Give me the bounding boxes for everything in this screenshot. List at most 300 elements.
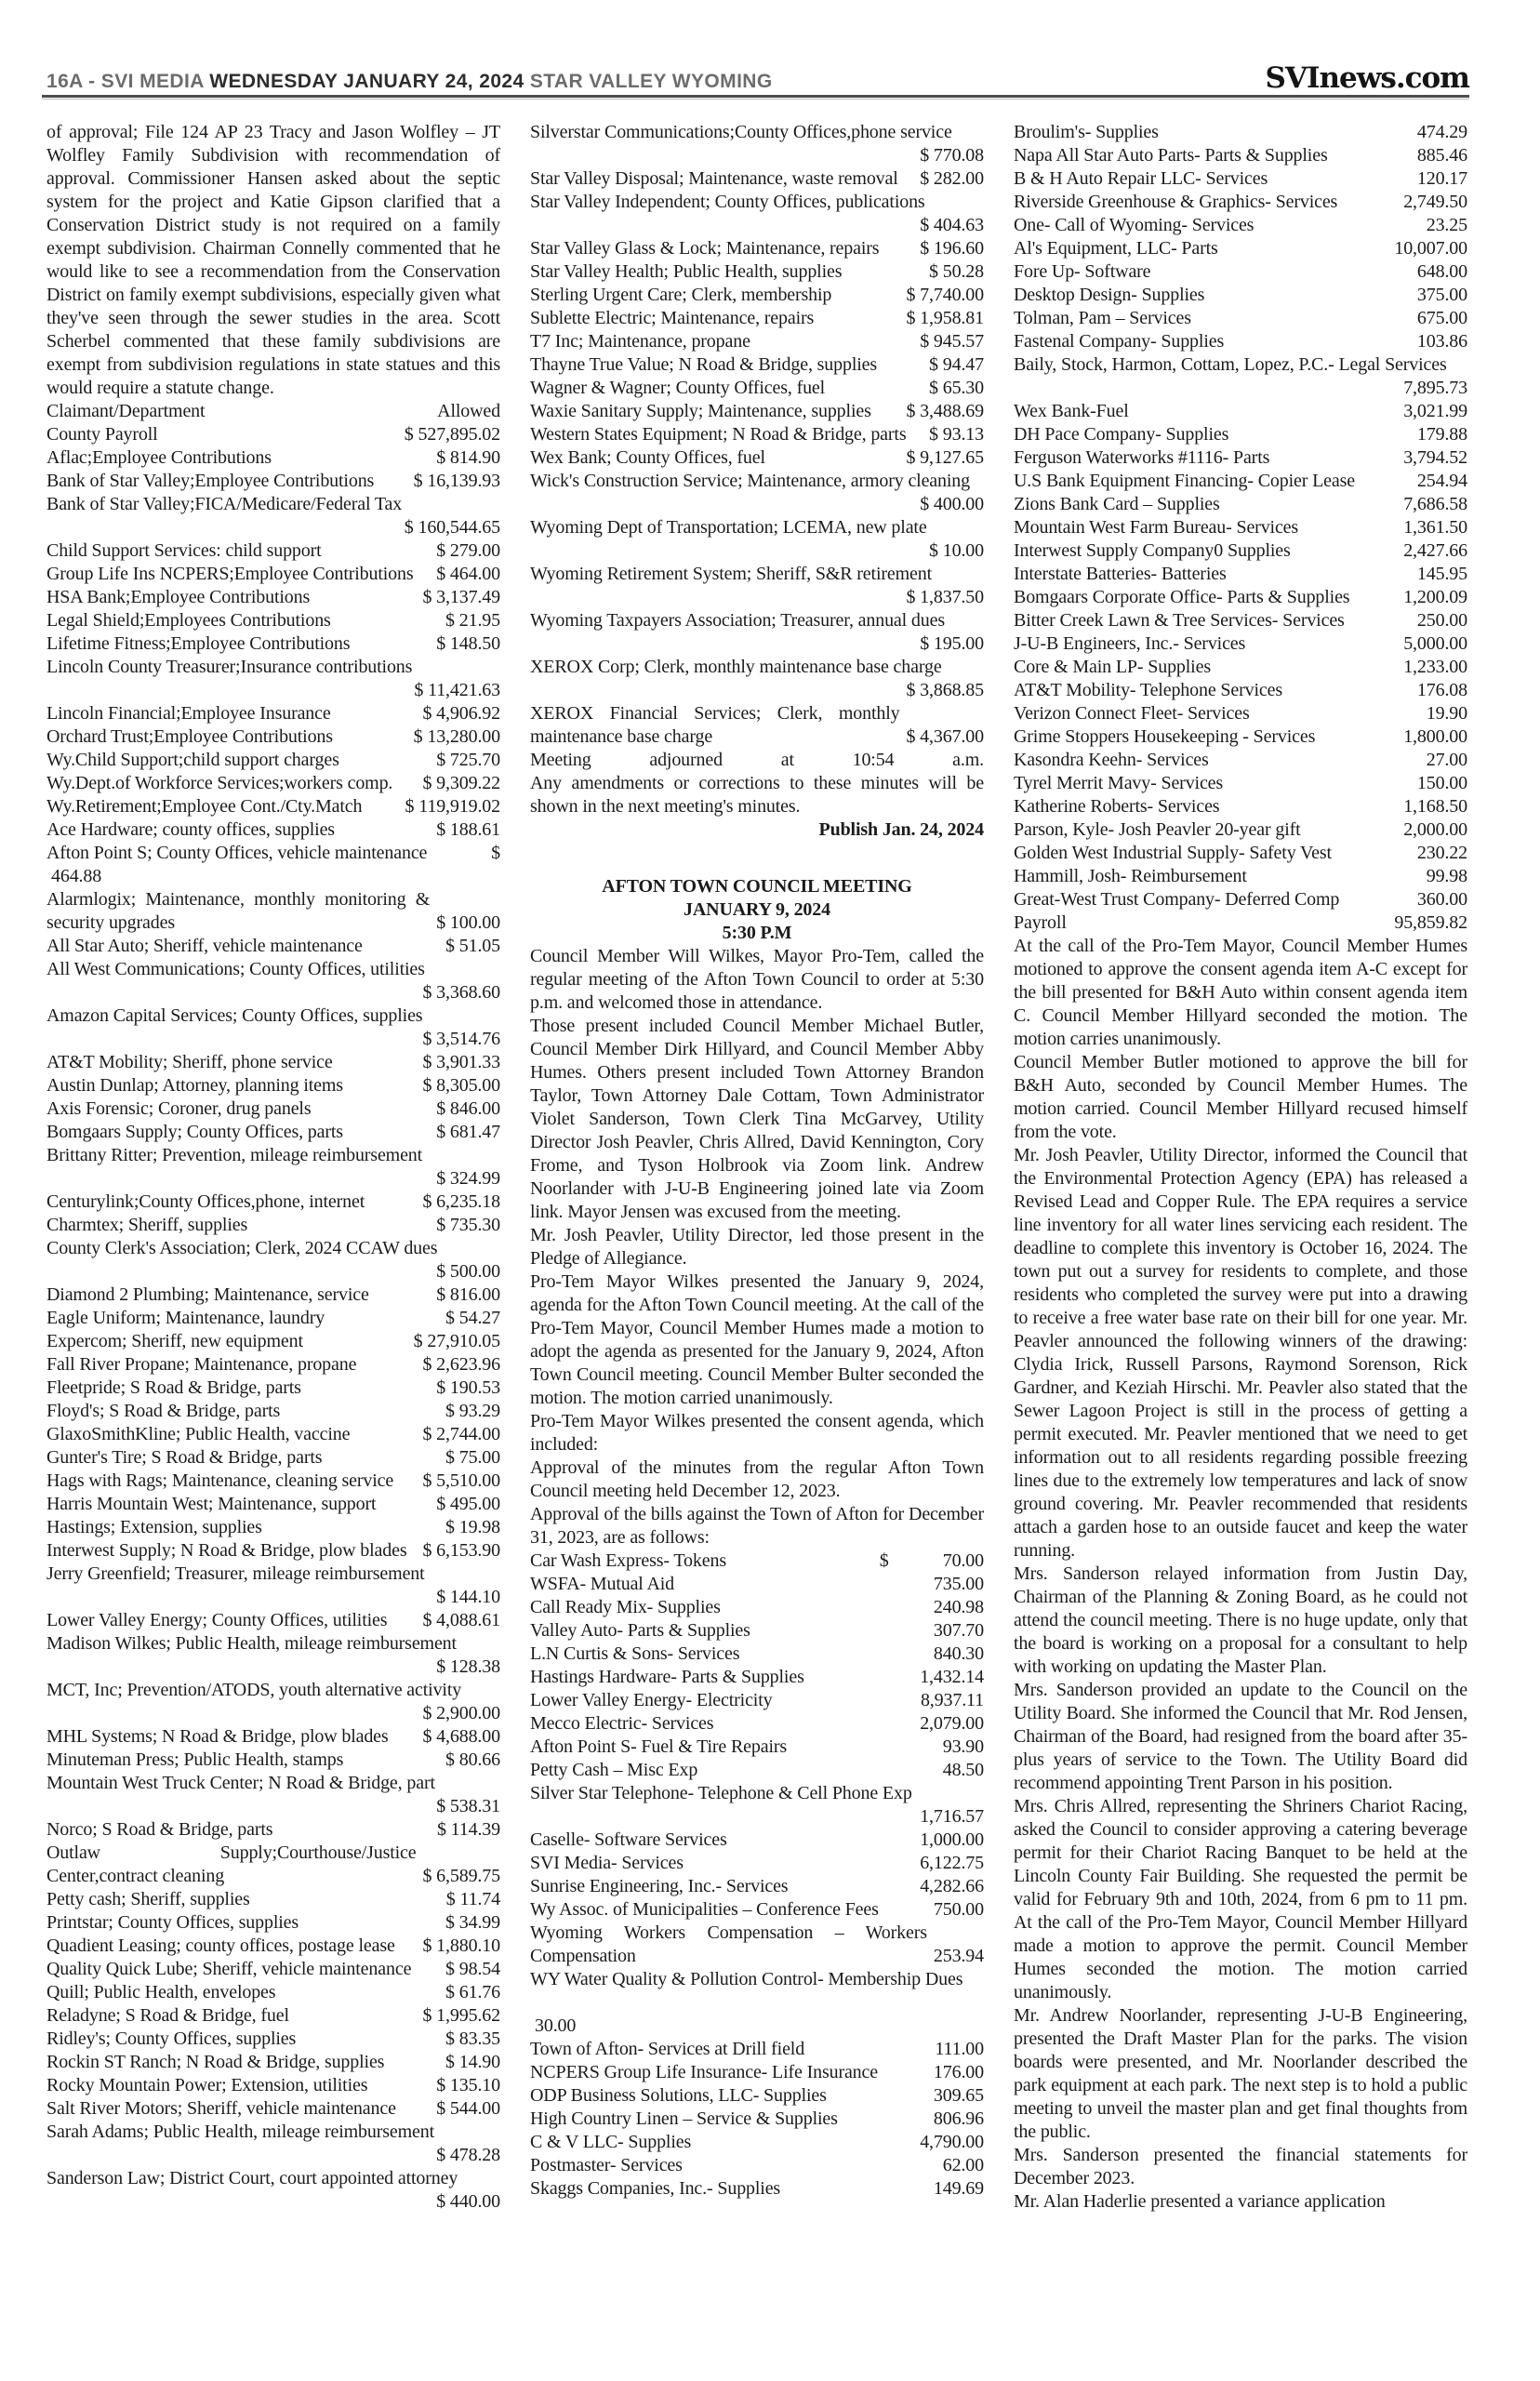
ledger-row [46, 493, 500, 539]
ledger-amount: $ 148.50 [436, 633, 500, 654]
ledger-name: Harris Mountain West; Maintenance, support [46, 1494, 377, 1514]
ledger-name: Car Wash Express- Tokens [530, 1550, 726, 1571]
ledger-row [1014, 679, 1467, 702]
ledger-row [1014, 911, 1467, 935]
section-heading [530, 875, 984, 945]
ledger-row [46, 958, 500, 1004]
ledger-row [1014, 749, 1467, 772]
body-paragraph: Mr. Josh Peavler, Utility Director, informed the Council that the Environmental Protection Agency (EPA) has released a Revised Lead and Copper Rule. The EPA requires a service line inventory for all water lines servicing each resident. The deadline to complete this inventory is October 16, 2024. The town put out a survey for residents to complete, and those residents who completed the survey were put into a drawing to receive a free water base rate on their bill for one year. Mr. Peavler announced the following winners of the drawing: Clydia Irick, Russell Parsons, Raymond Sorenson, Rick Gardner, and Keziah Hirschi. Mr. Peavler also stated that the Sewer Lagoon Project is still in the process of getting a permit executed. Mr. Peavler mentioned that we need to get information out to all residents regarding possible freezing lines due to the extremely low temperatures and lack of snow ground covering. Mr. Peavler recommended that residents attach a garden hose to an outside faucet and keep the water running. [1014, 1145, 1467, 1561]
ledger-amount: 1,716.57 [920, 1806, 984, 1827]
ledger-name: Interstate Batteries- Batteries [1014, 564, 1227, 584]
ledger-row [46, 1237, 500, 1284]
ledger-row [530, 1852, 984, 1875]
ledger-row [1014, 493, 1467, 516]
ledger-row [1014, 516, 1467, 539]
masthead-rule [42, 95, 1469, 100]
ledger-amount: $ 8,305.00 [422, 1075, 500, 1096]
ledger-amount: $ 119,919.02 [405, 796, 500, 817]
ledger-name: SVI Media- Services [530, 1853, 684, 1873]
ledger-row [530, 2177, 984, 2201]
ledger-row [530, 470, 984, 516]
ledger-amount: 23.25 [1426, 215, 1467, 235]
ledger-amount: $ 3,137.49 [422, 587, 500, 607]
ledger-amount: $ 6,235.18 [422, 1191, 500, 1212]
ledger-amount: $ 27,910.05 [413, 1331, 500, 1351]
ledger-name: Madison Wilkes; Public Health, mileage reimbursement [46, 1633, 457, 1654]
ledger-row [46, 2074, 500, 2097]
ledger-amount: 307.70 [933, 1620, 984, 1641]
ledger-name: Core & Main LP- Supplies [1014, 657, 1211, 677]
ledger-row [46, 2004, 500, 2028]
ledger-amount: $ 2,900.00 [422, 1703, 500, 1723]
ledger-name: Wyoming Taxpayers Association; Treasurer, annual dues [530, 610, 945, 631]
ledger-name: Wy.Retirement;Employee Cont./Cty.Match [46, 796, 363, 817]
ledger-amount: $ 34.99 [445, 1912, 500, 1933]
ledger-name: L.N Curtis & Sons- Services [530, 1643, 740, 1664]
ledger-name: Sunrise Engineering, Inc.- Services [530, 1876, 789, 1896]
ledger-row [530, 1619, 984, 1643]
ledger-row [46, 1051, 500, 1074]
ledger-row [530, 1550, 984, 1573]
ledger-name: Hammill, Josh- Reimbursement [1014, 866, 1247, 886]
ledger-amount: 5,000.00 [1403, 633, 1467, 654]
ledger-name: Western States Equipment; N Road & Bridge, parts [530, 424, 907, 445]
ledger-name: Star Valley Independent; County Offices, publications [530, 192, 925, 212]
ledger-row [46, 1074, 500, 1097]
ledger-name: Fall River Propane; Maintenance, propane [46, 1354, 357, 1375]
ledger-name: Desktop Design- Supplies [1014, 285, 1205, 305]
column-3 [1014, 121, 1467, 2214]
ledger-name: NCPERS Group Life Insurance- Life Insurance [530, 2062, 878, 2082]
body-paragraph: Mrs. Chris Allred, representing the Shriners Chariot Racing, asked the Council to consider approving a catering beverage permit for their Chariot Racing Banquet to be held at the Lincoln County Fair Building. She requested the permit be valid for February 9th and 10th, 2024, from 6 pm to 11 pm. At the call of the Pro-Tem Mayor, Council Member Hillyard made a motion to approve the permit. Council Member Humes seconded the motion. The motion carried unanimously. [1014, 1796, 1467, 2002]
ledger-name: Orchard Trust;Employee Contributions [46, 726, 333, 747]
ledger-amount: 7,686.58 [1403, 494, 1467, 514]
publish-line: Publish Jan. 24, 2024 [818, 819, 984, 840]
ledger-name: Skaggs Companies, Inc.- Supplies [530, 2178, 781, 2199]
ledger-name: Petty cash; Sheriff, supplies [46, 1889, 250, 1909]
ledger-name: Reladyne; S Road & Bridge, fuel [46, 2005, 289, 2026]
body-paragraph: Pro-Tem Mayor Wilkes presented the consent agenda, which included: [530, 1411, 984, 1455]
ledger-amount: $ 9,309.22 [422, 773, 500, 793]
ledger-amount: $ 3,488.69 [906, 401, 984, 421]
ledger-amount: 2,000.00 [1403, 819, 1467, 840]
ledger-amount: 3,794.52 [1403, 447, 1467, 468]
ledger-row [530, 1922, 984, 1968]
ledger-row [530, 260, 984, 284]
ledger-row [46, 1563, 500, 1609]
ledger-amount: 253.94 [933, 1946, 984, 1966]
ledger-name: B & H Auto Repair LLC- Services [1014, 168, 1268, 189]
ledger-row [1014, 284, 1467, 307]
ledger-amount: $ 93.29 [445, 1401, 500, 1421]
ledger-row [46, 1353, 500, 1377]
ledger-name: Grime Stoppers Housekeeping - Services [1014, 726, 1316, 747]
masthead-left [46, 71, 773, 93]
ledger-row [530, 1875, 984, 1898]
ledger-row [46, 423, 500, 446]
ledger-row [46, 1679, 500, 1725]
ledger-amount: 885.46 [1416, 145, 1467, 166]
ledger-row [46, 1470, 500, 1493]
spacer [530, 1991, 984, 2015]
ledger-amount: 120.17 [1416, 168, 1467, 189]
ledger-amount: $ 65.30 [929, 378, 984, 398]
ledger-row [46, 1493, 500, 1516]
ledger-name: Alarmlogix; Maintenance, monthly monitoring & security upgrades [46, 889, 431, 933]
ledger-amount: $ 21.95 [445, 610, 500, 631]
columns [46, 121, 1467, 2214]
ledger-row [530, 1898, 984, 1922]
ledger-name: Bank of Star Valley;Employee Contributions [46, 471, 375, 491]
ledger-row [46, 2121, 500, 2167]
ledger-row [530, 1596, 984, 1619]
ledger-name: Ace Hardware; county offices, supplies [46, 819, 335, 840]
ledger-amount: 735.00 [933, 1574, 984, 1594]
ledger-row [46, 1097, 500, 1121]
ledger-amount: 1,200.09 [1403, 587, 1467, 607]
ledger-name: Napa All Star Auto Parts- Parts & Supplies [1014, 145, 1328, 166]
body-paragraph: Approval of the minutes from the regular Afton Town Council meeting held December 12, 2023. [530, 1457, 984, 1501]
ledger-amount: 150.00 [1416, 773, 1467, 793]
ledger-amount: $ 500.00 [436, 1261, 500, 1282]
ledger-amount: $ 61.76 [445, 1982, 500, 2002]
ledger-amount: $ 94.47 [929, 354, 984, 375]
ledger-amount: 464.88 [51, 866, 102, 886]
ledger-name: Verizon Connect Fleet- Services [1014, 703, 1250, 724]
ledger-row [530, 516, 984, 563]
ledger-row [1014, 795, 1467, 818]
ledger-row [46, 1749, 500, 1772]
ledger-row [1014, 563, 1467, 586]
ledger-row [46, 725, 500, 749]
body-paragraph: Mr. Andrew Noorlander, representing J-U-B Engineering, presented the Draft Master Plan for the parks. The vision boards were presented, and Mr. Noorlander described the park equipment at each park. The next step is to hold a public meeting to unveil the master plan and get final thoughts from the public. [1014, 2005, 1467, 2142]
ledger-amount: 176.00 [933, 2062, 984, 2082]
ledger-name: Wagner & Wagner; County Offices, fuel [530, 378, 826, 398]
ledger-amount: 3,021.99 [1403, 401, 1467, 421]
ledger-amount: $ 11.74 [445, 1889, 500, 1909]
ledger-amount: $ 100.00 [436, 912, 500, 933]
ledger-name: Bank of Star Valley;FICA/Medicare/Federal Tax [46, 494, 403, 514]
ledger-name: Lower Valley Energy- Electricity [530, 1690, 773, 1710]
ledger-row [1014, 423, 1467, 446]
ledger-row [530, 2061, 984, 2084]
ledger-name: Rocky Mountain Power; Extension, utilities [46, 2075, 368, 2095]
ledger-amount: $ [491, 843, 500, 863]
ledger-row [1014, 772, 1467, 795]
ledger-name: Expercom; Sheriff, new equipment [46, 1331, 303, 1351]
ledger-name: Charmtex; Sheriff, supplies [46, 1215, 248, 1235]
ledger-row [46, 1377, 500, 1400]
ledger-name: Outlaw Supply;Courthouse/Justice Center,contract cleaning [46, 1842, 417, 1886]
ledger-row [46, 1144, 500, 1190]
ledger-name: High Country Linen – Service & Supplies [530, 2108, 838, 2129]
ledger-name: Kasondra Keehn- Services [1014, 750, 1209, 770]
ledger-row [46, 1818, 500, 1842]
ledger-name: Rockin ST Ranch; N Road & Bridge, supplies [46, 2052, 385, 2072]
ledger-row [530, 330, 984, 353]
ledger-name: Mountain West Truck Center; N Road & Bridge, part [46, 1773, 435, 1793]
ledger-name: AT&T Mobility; Sheriff, phone service [46, 1052, 333, 1072]
ledger-amount: 1,361.50 [1403, 517, 1467, 538]
ledger-row [1014, 214, 1467, 237]
ledger-amount: 145.95 [1416, 564, 1467, 584]
body-paragraph: Mrs. Sanderson relayed information from Justin Day, Chairman of the Planning & Zoning Board, as he could not attend the council meeting. There is no huge update, only that the board is working on a proposal for a consultant to help with working on updating the Master Plan. [1014, 1563, 1467, 1677]
ledger-name: Hastings Hardware- Parts & Supplies [530, 1667, 804, 1687]
ledger-amount: 8,937.11 [920, 1690, 984, 1710]
ledger-name: Sarah Adams; Public Health, mileage reimbursement [46, 2122, 434, 2142]
ledger-row [1014, 865, 1467, 888]
ledger-row [530, 446, 984, 470]
ledger-row [46, 470, 500, 493]
ledger-name: Wex Bank-Fuel [1014, 401, 1129, 421]
ledger-amount: 2,427.66 [1403, 540, 1467, 561]
ledger-name: Jerry Greenfield; Treasurer, mileage reimbursement [46, 1563, 425, 1584]
ledger-name: Caselle- Software Services [530, 1829, 727, 1850]
ledger-row [46, 1400, 500, 1423]
ledger-amount: $ 735.30 [436, 1215, 500, 1235]
ledger-amount: 103.86 [1416, 331, 1467, 352]
ledger-row [1014, 167, 1467, 191]
ledger-row [1014, 586, 1467, 609]
body-paragraph: Mrs. Sanderson provided an update to the Council on the Utility Board. She informed the Council that Mr. Rod Jensen, Chairman of the Board, had resigned from the board after 35-plus years of service to the Town. The Utility Board did recommend appointing Trent Parson in his position. [1014, 1680, 1467, 1793]
ledger-name: Norco; S Road & Bridge, parts [46, 1819, 273, 1840]
ledger-row [46, 1121, 500, 1144]
ledger-row [530, 2038, 984, 2061]
heading-line: JANUARY 9, 2024 [684, 899, 830, 920]
ledger-amount: 1,168.50 [1403, 796, 1467, 817]
ledger-row [1014, 446, 1467, 470]
ledger-amount: $ 282.00 [920, 168, 984, 189]
ledger-amount: $ 3,368.60 [422, 982, 500, 1003]
ledger-name: Waxie Sanitary Supply; Maintenance, supplies [530, 401, 871, 421]
ledger-amount: $ 6,153.90 [422, 1540, 500, 1561]
ledger-name: Amazon Capital Services; County Offices, supplies [46, 1005, 423, 1026]
ledger-row [46, 1214, 500, 1237]
ledger-row [46, 563, 500, 586]
ledger-amount: 176.08 [1416, 680, 1467, 700]
ledger-amount: $ 440.00 [436, 2191, 500, 2212]
ledger-row [46, 1539, 500, 1563]
heading-line: AFTON TOWN COUNCIL MEETING [602, 876, 912, 897]
ledger-name: Bomgaars Corporate Office- Parts & Supplies [1014, 587, 1350, 607]
ledger-row [530, 702, 984, 749]
ledger-row [530, 2108, 984, 2131]
ledger-name: Hags with Rags; Maintenance, cleaning service [46, 1470, 394, 1491]
ledger-name: Wy.Dept.of Workforce Services;workers comp. [46, 773, 393, 793]
ledger-name: Austin Dunlap; Attorney, planning items [46, 1075, 343, 1096]
body-paragraph: At the call of the Pro-Tem Mayor, Council Member Humes motioned to approve the consent agenda item A-C except for the bill presented for B&H Auto within consent agenda item C. Council Member Hillyard seconded the motion. The motion carries unanimously. [1014, 936, 1467, 1049]
ledger-row [1014, 121, 1467, 144]
ledger-row [46, 1935, 500, 1958]
ledger-name: Fleetpride; S Road & Bridge, parts [46, 1377, 301, 1398]
ledger-name: Silver Star Telephone- Telephone & Cell Phone Exp [530, 1783, 912, 1803]
ledger-amount: $ 846.00 [436, 1098, 500, 1119]
ledger-name: Claimant/Department [46, 401, 206, 421]
ledger-name: Hastings; Extension, supplies [46, 1517, 262, 1537]
ledger-name: Fore Up- Software [1014, 261, 1151, 282]
ledger-name: Petty Cash – Misc Exp [530, 1760, 698, 1780]
ledger-row [530, 1782, 984, 1829]
ledger-row [1014, 330, 1467, 353]
ledger-row [1014, 609, 1467, 632]
body-paragraph: Meeting adjourned at 10:54 a.m. [530, 750, 984, 770]
ledger-amount: $ 10.00 [929, 540, 984, 561]
body-paragraph: Those present included Council Member Michael Butler, Council Member Dirk Hillyard, and Council Member Abby Humes. Others present included Town Attorney Brandon Taylor, Town Attorney Dale Cottam, Town Administrator Violet Sanderson, Town Clerk Tina McGarvey, Utility Director Josh Peavler, Chris Allred, David Kennington, Cory Frome, and Tyson Holbrook via Zoom link. Andrew Noorlander with J-U-B Engineering joined late via Zoom link. Mayor Jensen was excused from the meeting. [530, 1016, 984, 1222]
ledger-amount: 309.65 [933, 2085, 984, 2106]
ledger-row [1014, 842, 1467, 865]
ledger-name: Ferguson Waterworks #1116- Parts [1014, 447, 1270, 468]
ledger-name: Group Life Ins NCPERS;Employee Contributions [46, 564, 414, 584]
ledger-amount: $ 945.57 [920, 331, 984, 352]
ledger-row [46, 586, 500, 609]
ledger-row [46, 2051, 500, 2074]
ledger-row [46, 1004, 500, 1051]
ledger-amount: 1,432.14 [920, 1667, 984, 1687]
ledger-name: Golden West Industrial Supply- Safety Vest [1014, 843, 1332, 863]
ledger-row [46, 1772, 500, 1818]
ledger-amount: $ 75.00 [445, 1447, 500, 1468]
ledger-name: GlaxoSmithKline; Public Health, vaccine [46, 1424, 351, 1444]
ledger-name: All Star Auto; Sheriff, vehicle maintenance [46, 936, 363, 956]
ledger-amount: 179.88 [1416, 424, 1467, 445]
ledger-row [1014, 702, 1467, 725]
ledger-row [530, 1666, 984, 1689]
ledger-amount: 99.98 [1426, 866, 1467, 886]
ledger-row [1014, 353, 1467, 400]
ledger-row [530, 191, 984, 237]
ledger-name: Sanderson Law; District Court, court appointed attorney [46, 2168, 458, 2188]
ledger-name: Lincoln County Treasurer;Insurance contributions [46, 657, 413, 677]
ledger-name: Afton Point S; County Offices, vehicle maintenance [46, 843, 428, 863]
ledger-name: Parson, Kyle- Josh Peavler 20-year gift [1014, 819, 1301, 840]
ledger-row [1014, 888, 1467, 911]
ledger-row [46, 1725, 500, 1749]
ledger-amount: $ 6,589.75 [422, 1866, 500, 1886]
ledger-amount: 4,282.66 [920, 1876, 984, 1896]
ledger-name: WSFA- Mutual Aid [530, 1574, 675, 1594]
ledger-name: Mountain West Farm Bureau- Services [1014, 517, 1299, 538]
ledger-amount: 240.98 [933, 1597, 984, 1617]
ledger-amount: $ 2,744.00 [422, 1424, 500, 1444]
ledger-amount: 250.00 [1416, 610, 1467, 631]
ledger-amount: Allowed [437, 401, 500, 421]
ledger-amount: $ 464.00 [436, 564, 500, 584]
ledger-name: Quality Quick Lube; Sheriff, vehicle maintenance [46, 1959, 412, 1979]
ledger-row [530, 609, 984, 656]
ledger-amount: $ 2,623.96 [422, 1354, 500, 1375]
ledger-name: Salt River Motors; Sheriff, vehicle maintenance [46, 2098, 396, 2119]
ledger-name: T7 Inc; Maintenance, propane [530, 331, 750, 352]
ledger-name: Minuteman Press; Public Health, stamps [46, 1749, 344, 1770]
ledger-amount: $ 495.00 [436, 1494, 500, 1514]
body-paragraph: Council Member Will Wilkes, Mayor Pro-Tem, called the regular meeting of the Afton Town Council to order at 5:30 p.m. and welcomed those in attendance. [530, 946, 984, 1013]
ledger-row [530, 307, 984, 330]
ledger-amount: 675.00 [1416, 308, 1467, 328]
ledger-row [1014, 144, 1467, 167]
ledger-amount: 93.90 [942, 1736, 984, 1757]
ledger-name: Aflac;Employee Contributions [46, 447, 272, 468]
ledger-row [1014, 400, 1467, 423]
ledger-row [46, 1516, 500, 1539]
ledger-row [46, 632, 500, 656]
ledger-amount: 27.00 [1426, 750, 1467, 770]
ledger-amount: $ 400.00 [920, 494, 984, 514]
ledger-name: One- Call of Wyoming- Services [1014, 215, 1255, 235]
ledger-name: Brittany Ritter; Prevention, mileage reimbursement [46, 1145, 423, 1165]
ledger-amount: $ 324.99 [436, 1168, 500, 1189]
ledger-amount: $ 144.10 [436, 1587, 500, 1607]
ledger-amount: 1,800.00 [1403, 726, 1467, 747]
ledger-amount: $ 5,510.00 [422, 1470, 500, 1491]
page-label: 16A - SVI MEDIA [46, 71, 210, 92]
ledger-name: Floyd's; S Road & Bridge, parts [46, 1401, 281, 1421]
ledger-amount: 7,895.73 [1403, 378, 1467, 398]
ledger-name: Payroll [1014, 912, 1067, 933]
ledger-row [1014, 260, 1467, 284]
ledger-amount: 111.00 [935, 2039, 984, 2059]
ledger-row [1014, 818, 1467, 842]
ledger-name: C & V LLC- Supplies [530, 2132, 692, 2152]
ledger-name: MHL Systems; N Road & Bridge, plow blades [46, 1726, 389, 1747]
ledger-amount: 750.00 [933, 1899, 984, 1920]
ledger-row [530, 167, 984, 191]
ledger-row [530, 1736, 984, 1759]
ledger-row [46, 888, 500, 935]
ledger-row [530, 2084, 984, 2108]
ledger-name: Wick's Construction Service; Maintenance, armory cleaning [530, 471, 970, 491]
ledger-amount: $ 681.47 [436, 1122, 500, 1142]
ledger-name: Mecco Electric- Services [530, 1713, 714, 1734]
ledger-row [530, 353, 984, 377]
ledger-row [1014, 725, 1467, 749]
ledger-name: Town of Afton- Services at Drill field [530, 2039, 805, 2059]
ledger-amount: 95,859.82 [1394, 912, 1467, 933]
ledger-amount: $ 7,740.00 [906, 285, 984, 305]
ledger-amount: $ 3,514.76 [422, 1029, 500, 1049]
ledger-name: Al's Equipment, LLC- Parts [1014, 238, 1218, 259]
ledger-row [46, 446, 500, 470]
ledger-name: ODP Business Solutions, LLC- Supplies [530, 2085, 827, 2106]
ledger-amount: $ 1,958.81 [906, 308, 984, 328]
ledger-row [530, 1573, 984, 1596]
body-paragraph: Mrs. Sanderson presented the financial statements for December 2023. [1014, 2145, 1467, 2188]
ledger-amount: $ 404.63 [920, 215, 984, 235]
ledger-row [1014, 539, 1467, 563]
ledger-amount: $ 1,995.62 [422, 2005, 500, 2026]
ledger-amount: $ 14.90 [445, 2052, 500, 2072]
ledger-name: Call Ready Mix- Supplies [530, 1597, 721, 1617]
heading-line: 5:30 P.M [722, 923, 792, 943]
ledger-row [46, 795, 500, 818]
ledger-amount: $ 190.53 [436, 1377, 500, 1398]
ledger-row [530, 423, 984, 446]
ledger-amount: 648.00 [1416, 261, 1467, 282]
ledger-amount: $ 478.28 [436, 2145, 500, 2165]
ledger-amount: $ 814.90 [436, 447, 500, 468]
ledger-name: J-U-B Engineers, Inc.- Services [1014, 633, 1246, 654]
ledger-name: Valley Auto- Parts & Supplies [530, 1620, 750, 1641]
ledger-amount: $ 4,088.61 [422, 1610, 500, 1630]
ledger-name: Wex Bank; County Offices, fuel [530, 447, 765, 468]
ledger-name: Afton Point S- Fuel & Tire Repairs [530, 1736, 788, 1757]
ledger-amount: 360.00 [1416, 889, 1467, 910]
ledger-name: Quill; Public Health, envelopes [46, 1982, 276, 2002]
ledger-name: Bitter Creek Lawn & Tree Services- Services [1014, 610, 1345, 631]
ledger-amount: $ 80.66 [445, 1749, 500, 1770]
ledger-row [46, 1307, 500, 1330]
ledger-row [46, 1330, 500, 1353]
ledger-name: Legal Shield;Employees Contributions [46, 610, 331, 631]
